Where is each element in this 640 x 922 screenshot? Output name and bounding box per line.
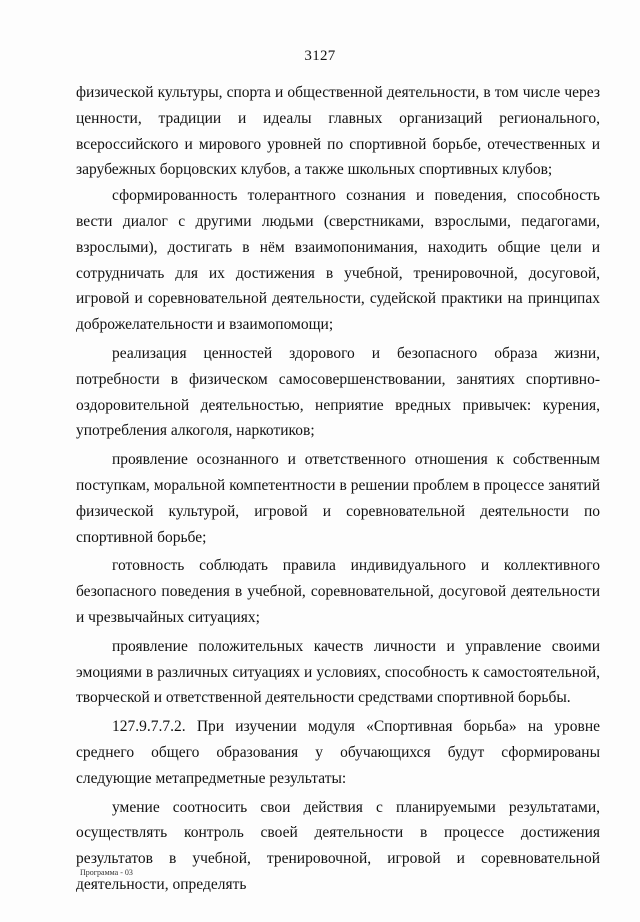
- paragraph: умение соотносить свои действия с планируемыми результатами, осуществлять контроль своей деятельности в процессе достижения результатов в учебной, тренировочной, игровой и соревновательной деятельности, определять: [76, 798, 600, 893]
- paragraph: сформированность толерантного сознания и поведения, способность вести диалог с другими людьми (сверстниками, взрослыми, педагогами, взрослыми), достигать в нём взаимопонимания, находить общие цели и сотрудничать для их достижения в учебной, тренировочной, досуговой, игровой и соревновательной деятельности, судейской практики на принципах доброжелательности и взаимопомощи;: [76, 187, 600, 334]
- page-number: 3127: [304, 48, 336, 64]
- document-body: [76, 80, 600, 898]
- paragraph: проявление осознанного и ответственного отношения к собственным поступкам, моральной компетентности в решении проблем в процессе занятий физической культурой, игровой и соревновательной деятельности по спортивной борьбе;: [76, 451, 600, 546]
- paragraph: физической культуры, спорта и общественной деятельности, в том числе через ценности, традиции и идеалы главных организаций регионального, всероссийского и мирового уровней по спортивной борьбе, отечественных и зарубежных борцовских клубов, а также школьных спортивных клубов;: [76, 84, 600, 179]
- page-footer: Программа - 03: [80, 868, 133, 877]
- paragraph: реализация ценностей здорового и безопасного образа жизни, потребности в физическом самосовершенствовании, занятиях спортивно-оздоровительной деятельностью, неприятие вредных привычек: курения, употребления алкоголя, наркотиков;: [76, 344, 600, 440]
- paragraph: готовность соблюдать правила индивидуального и коллективного безопасного поведения в учебной, соревновательной, досуговой деятельности и чрезвычайных ситуациях;: [76, 557, 600, 626]
- paragraph: 127.9.7.7.2. При изучении модуля «Спортивная борьба» на уровне среднего общего образования у обучающихся будут сформированы следующие метапредметные результаты:: [76, 718, 600, 787]
- paragraph: проявление положительных качеств личности и управление своими эмоциями в различных ситуациях и условиях, способность к самостоятельной, творческой и ответственной деятельности средствами спортивной борьбы.: [76, 637, 600, 707]
